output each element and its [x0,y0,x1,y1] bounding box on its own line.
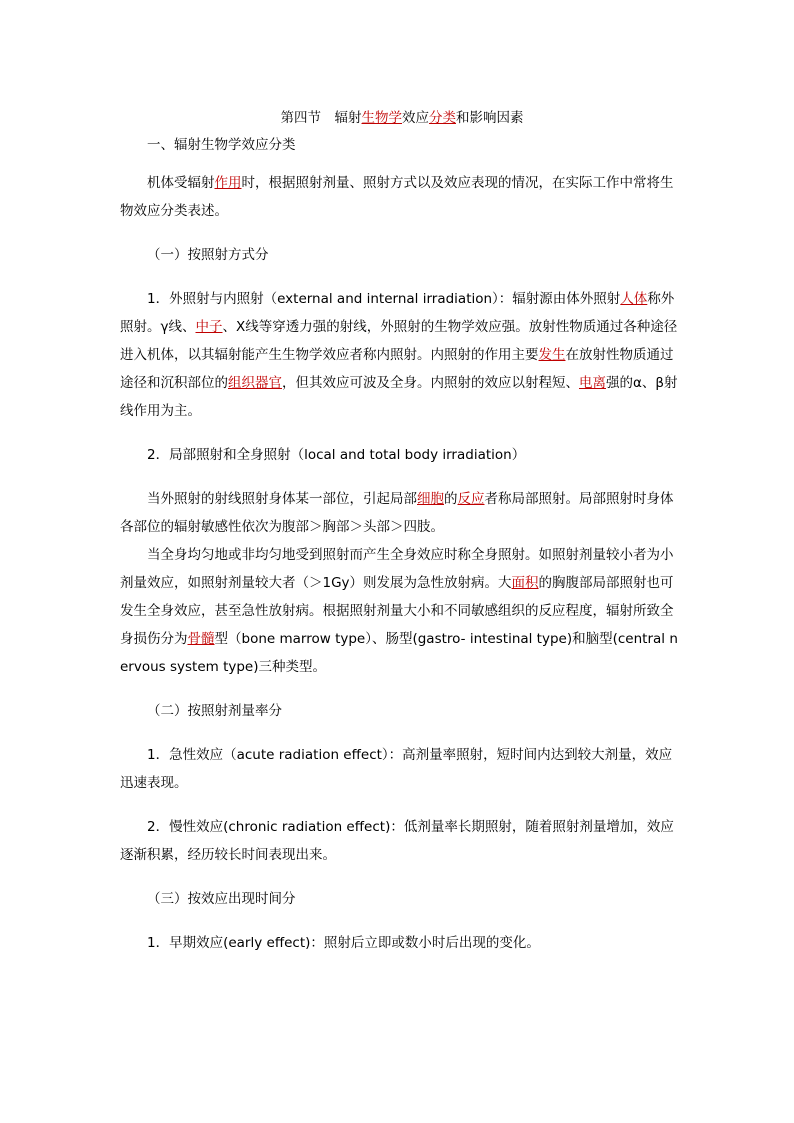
text-run: 强的α、β射线作用为主。 [120,375,678,419]
link-biology[interactable]: 生物学 [361,110,402,126]
intro-paragraph [120,169,680,225]
paragraph-early-effect: 1．早期效应(early effect)：照射后立即或数小时后出现的变化。 [147,935,540,951]
link-action[interactable]: 作用 [214,175,242,191]
subsection-heading: （一）按照射方式分 [147,247,269,263]
paragraph-acute-effect: 1．急性效应（acute radiation effect）：高剂量率照射，短时间内达到较大剂量，效应迅速表现。 [120,747,673,791]
link-ionization[interactable]: 电离 [579,375,606,391]
paragraph-external-internal [120,285,680,425]
paragraph-chronic-effect: 2．慢性效应(chronic radiation effect)：低剂量率长期照射，随着照射剂量增加，效应逐渐积累，经历较长时间表现出来。 [120,819,674,863]
text-run: 称外照射。γ线、 [120,291,675,335]
title-text: 效应 [402,110,429,126]
text-run: ，但其效应可波及全身。内照射的效应以射程短、 [282,375,579,391]
subsection-heading: （三）按效应出现时间分 [147,891,296,907]
text-run: 机体受辐射 [147,175,215,191]
link-reaction[interactable]: 反应 [457,491,485,507]
text-run: 型（bone marrow type）、肠型(gastro- intestinal type)和脑型(central nervous system type)三种类型。 [120,631,678,675]
title-text: 第四节 辐射 [280,110,362,126]
link-tissue-organ[interactable]: 组织器官 [228,375,282,391]
text-run: 的胸腹部局部照射也可发生全身效应，甚至急性放射病。根据照射剂量大小和不同敏感组织的反应程度，辐射所致全身损伤分为 [120,575,674,647]
text-run: 时，根据照射剂量、照射方式以及效应表现的情况，在实际工作中常将生物效应分类表述。 [120,175,674,219]
link-area[interactable]: 面积 [511,575,539,591]
subsection-heading: （二）按照射剂量率分 [147,703,282,719]
text-run: 当外照射的射线照射身体某一部位，引起局部 [147,491,417,507]
link-neutron[interactable]: 中子 [195,319,223,335]
text-run: 在放射性物质通过途径和沉积部位的 [120,347,674,391]
title-text: 和影响因素 [456,110,524,126]
link-cell[interactable]: 细胞 [417,491,444,507]
text-run: 的 [444,491,458,507]
link-occur[interactable]: 发生 [538,347,566,363]
link-bone-marrow[interactable]: 骨髓 [187,631,215,647]
link-human-body[interactable]: 人体 [620,291,648,307]
text-run: 、X线等穿透力强的射线，外照射的生物学效应强。放射性物质通过各种途径进入机体，以其辐射能产生生物学效应者称内照射。内照射的作用主要 [120,319,678,363]
text-run: 1．外照射与内照射（external and internal irradiation）：辐射源由体外照射 [147,291,621,307]
text-run: 当全身均匀地或非均匀地受到照射而产生全身效应时称全身照射。如照射剂量较小者为小剂量效应，如照射剂量较大者（＞1Gy）则发展为急性放射病。大 [120,547,674,591]
paragraph-total-irradiation [120,541,680,681]
page-title [120,105,680,131]
paragraph-local-irradiation [120,485,680,541]
link-classification[interactable]: 分类 [429,110,456,126]
document-body [120,105,680,957]
paragraph-heading-local-total: 2．局部照射和全身照射（local and total body irradiation） [147,447,526,463]
section-heading: 一、辐射生物学效应分类 [147,137,296,153]
text-run: 者称局部照射。局部照射时身体各部位的辐射敏感性依次为腹部＞胸部＞头部＞四肢。 [120,491,674,535]
